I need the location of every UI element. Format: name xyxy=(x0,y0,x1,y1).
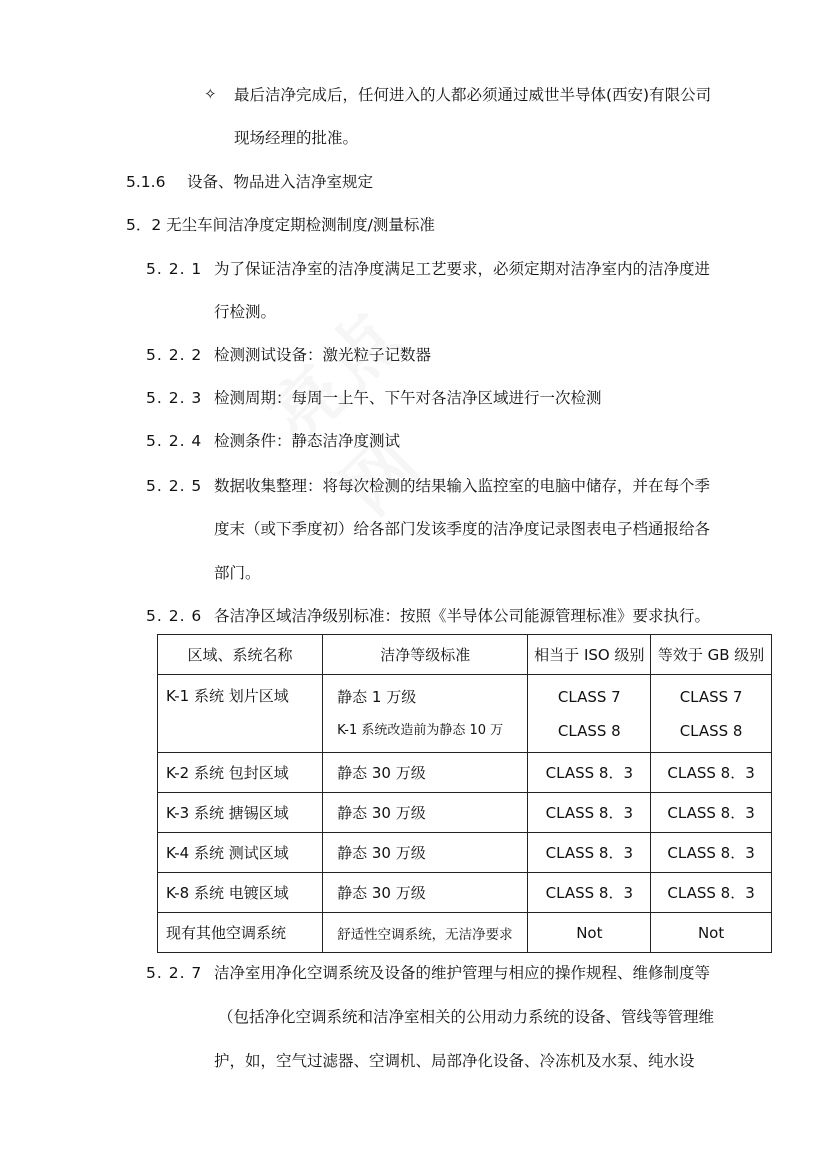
cell-gb-line-1: CLASS 7 xyxy=(679,687,743,706)
table-row xyxy=(158,833,772,873)
cell-iso xyxy=(528,675,651,753)
section-525-line-1: 数据收集整理：将每次检测的结果输入监控室的电脑中储存，并在每个季 xyxy=(214,477,711,495)
table-row-k1 xyxy=(158,675,772,753)
cell-standard: 静态 30 万级 xyxy=(323,833,528,873)
cell-gb: CLASS 8．3 xyxy=(651,833,772,873)
section-525-line-2: 度末（或下季度初）给各部门发该季度的洁净度记录图表电子档通报给各 xyxy=(214,520,711,538)
section-527-line-2: （包括净化空调系统和洁净室相关的公用动力系统的设备、管线等管理维 xyxy=(218,1008,715,1026)
cell-gb xyxy=(651,675,772,753)
section-521-line-2: 行检测。 xyxy=(214,303,277,321)
bullet-line-1: 最后洁净完成后，任何进入的人都必须通过威世半导体(西安)有限公司 xyxy=(234,86,712,104)
table-header-row xyxy=(158,635,772,675)
cell-standard: 静态 30 万级 xyxy=(323,793,528,833)
header-gb-grade: 等效于 GB 级别 xyxy=(651,635,772,675)
section-527-line-3: 护，如，空气过滤器、空调机、局部净化设备、冷冻机及水泵、纯水设 xyxy=(214,1052,695,1070)
header-clean-grade: 洁净等级标准 xyxy=(323,635,528,675)
cleanliness-standard-table xyxy=(157,634,772,953)
table-row xyxy=(158,793,772,833)
cell-iso: CLASS 8．3 xyxy=(528,753,651,793)
section-525-number: 5. 2. 5 xyxy=(146,477,203,495)
cell-iso: CLASS 8．3 xyxy=(528,873,651,913)
cell-standard xyxy=(323,675,528,753)
section-52-heading: 5．2 无尘车间洁净度定期检测制度/测量标准 xyxy=(126,216,435,234)
header-iso-grade: 相当于 ISO 级别 xyxy=(528,635,651,675)
cell-area: K-8 系统 电镀区域 xyxy=(158,873,323,913)
cell-gb-line-2: CLASS 8 xyxy=(679,721,743,740)
section-524-number: 5. 2. 4 xyxy=(146,432,203,450)
cell-standard: 静态 30 万级 xyxy=(323,753,528,793)
cell-iso-line-2: CLASS 8 xyxy=(557,721,621,740)
cell-iso-line-1: CLASS 7 xyxy=(557,687,621,706)
section-526-number: 5. 2. 6 xyxy=(146,607,203,625)
cell-gb: CLASS 8．3 xyxy=(651,873,772,913)
cell-area: K-4 系统 测试区域 xyxy=(158,833,323,873)
cell-gb: CLASS 8．3 xyxy=(651,753,772,793)
cell-standard: 舒适性空调系统，无洁净要求 xyxy=(323,913,528,953)
cell-area: K-1 系统 划片区域 xyxy=(158,675,323,753)
section-527-line-1: 洁净室用净化空调系统及设备的维护管理与相应的操作规程、维修制度等 xyxy=(214,964,711,982)
section-524-text: 检测条件：静态洁净度测试 xyxy=(214,432,401,450)
table-row xyxy=(158,873,772,913)
cell-area: K-3 系统 搪锡区域 xyxy=(158,793,323,833)
cell-iso: CLASS 8．3 xyxy=(528,833,651,873)
diamond-bullet-icon: ✧ xyxy=(204,85,217,103)
cell-area: 现有其他空调系统 xyxy=(158,913,323,953)
section-522-text: 检测测试设备：激光粒子记数器 xyxy=(214,346,432,364)
section-516-text: 设备、物品进入洁净室规定 xyxy=(187,173,374,191)
cell-gb: CLASS 8．3 xyxy=(651,793,772,833)
table-row xyxy=(158,913,772,953)
cell-standard: 静态 30 万级 xyxy=(323,873,528,913)
section-527-number: 5. 2. 7 xyxy=(146,964,203,982)
cell-standard-line-1: 静态 1 万级 xyxy=(337,687,417,706)
section-526-text: 各洁净区域洁净级别标准：按照《半导体公司能源管理标准》要求执行。 xyxy=(214,607,711,625)
section-525-line-3: 部门。 xyxy=(214,564,261,582)
section-523-number: 5. 2. 3 xyxy=(146,389,203,407)
section-516-number: 5.1.6 xyxy=(126,173,166,191)
cell-area: K-2 系统 包封区域 xyxy=(158,753,323,793)
bullet-line-2: 现场经理的批准。 xyxy=(234,129,359,147)
section-521-number: 5. 2. 1 xyxy=(146,260,203,278)
cell-iso: Not xyxy=(528,913,651,953)
section-522-number: 5. 2. 2 xyxy=(146,346,203,364)
table-row xyxy=(158,753,772,793)
section-523-text: 检测周期：每周一上午、下午对各洁净区域进行一次检测 xyxy=(214,389,602,407)
cell-gb: Not xyxy=(651,913,772,953)
header-area: 区域、系统名称 xyxy=(158,635,323,675)
cell-iso: CLASS 8．3 xyxy=(528,793,651,833)
cell-standard-line-2: K-1 系统改造前为静态 10 万 xyxy=(337,722,504,738)
section-521-line-1: 为了保证洁净室的洁净度满足工艺要求，必须定期对洁净室内的洁净度进 xyxy=(214,260,711,278)
